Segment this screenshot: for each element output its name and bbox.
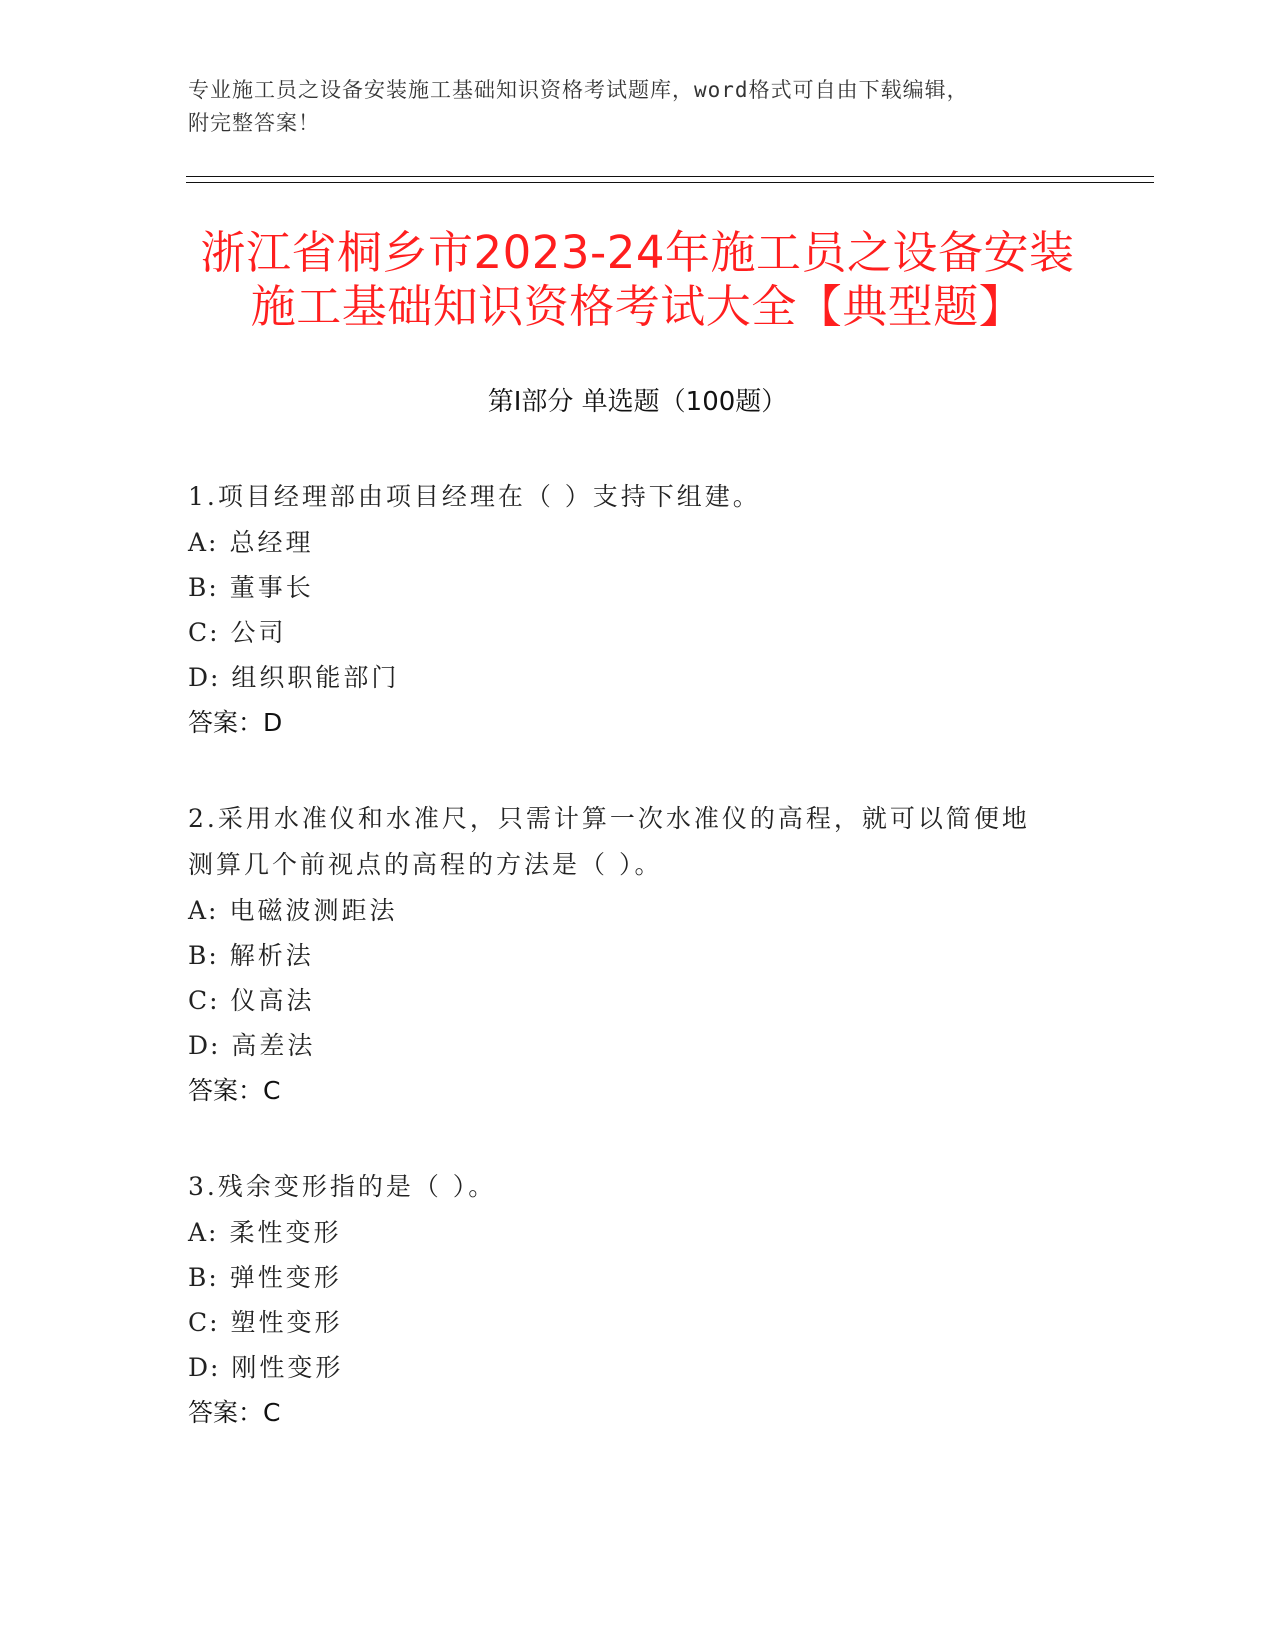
document-title-line-1: 浙江省桐乡市2023-24年施工员之设备安装: [200, 226, 1075, 279]
header-divider-top: [186, 176, 1154, 177]
option-d: [188, 1023, 1068, 1068]
option-b: [188, 565, 1068, 610]
option-d: [188, 655, 1068, 700]
option-key: A:: [188, 528, 219, 557]
option-text: 组织职能部门: [231, 663, 400, 692]
option-b: [188, 1255, 1068, 1300]
question-1: [188, 474, 1068, 746]
option-b: [188, 933, 1068, 978]
section-title: 第I部分 单选题（100题）: [487, 387, 788, 417]
option-c: [188, 978, 1068, 1023]
option-key: A:: [188, 1218, 219, 1247]
option-key: B:: [188, 573, 219, 602]
option-a: [188, 1210, 1068, 1255]
option-a: [188, 520, 1068, 565]
option-c: [188, 610, 1068, 655]
option-key: A:: [188, 896, 219, 925]
option-text: 塑性变形: [230, 1308, 343, 1337]
option-text: 仪高法: [230, 986, 315, 1015]
answer-line: 答案：D: [188, 708, 283, 737]
document-title: [0, 226, 1275, 334]
question-3: [188, 1164, 1068, 1436]
option-d: [188, 1345, 1068, 1390]
option-a: [188, 888, 1068, 933]
header-note: [188, 74, 1088, 140]
question-stem-line: 测算几个前视点的高程的方法是（ ）。: [188, 850, 663, 879]
option-key: B:: [188, 941, 219, 970]
option-key: D:: [188, 663, 221, 692]
question-2: [188, 796, 1068, 1114]
option-text: 公司: [230, 618, 287, 647]
document-title-line-2: 施工基础知识资格考试大全【典型题】: [250, 280, 1025, 333]
option-text: 柔性变形: [229, 1218, 342, 1247]
option-text: 解析法: [229, 941, 314, 970]
question-list: [188, 474, 1068, 1486]
question-stem: [188, 1164, 1068, 1210]
option-key: D:: [188, 1353, 221, 1382]
header-divider-bottom: [186, 182, 1154, 183]
option-text: 刚性变形: [231, 1353, 344, 1382]
question-stem-line: 1.项目经理部由项目经理在（ ）支持下组建。: [188, 482, 761, 511]
option-text: 董事长: [229, 573, 314, 602]
header-note-line-1: 专业施工员之设备安装施工基础知识资格考试题库，word格式可自由下载编辑，: [188, 78, 969, 102]
option-c: [188, 1300, 1068, 1345]
option-key: C:: [188, 986, 220, 1015]
question-stem-line: 3.残余变形指的是（ ）。: [188, 1172, 497, 1201]
question-stem: [188, 474, 1068, 520]
option-text: 总经理: [229, 528, 314, 557]
option-key: C:: [188, 618, 220, 647]
answer-line: 答案：C: [188, 1076, 281, 1105]
option-text: 电磁波测距法: [229, 896, 398, 925]
option-key: B:: [188, 1263, 219, 1292]
header-note-line-2: 附完整答案！: [188, 111, 320, 135]
option-text: 高差法: [231, 1031, 316, 1060]
question-stem: [188, 796, 1068, 888]
answer-line: 答案：C: [188, 1398, 281, 1427]
question-stem-line: 2.采用水准仪和水准尺，只需计算一次水准仪的高程，就可以简便地: [188, 804, 1030, 833]
option-key: C:: [188, 1308, 220, 1337]
option-text: 弹性变形: [229, 1263, 342, 1292]
option-key: D:: [188, 1031, 221, 1060]
